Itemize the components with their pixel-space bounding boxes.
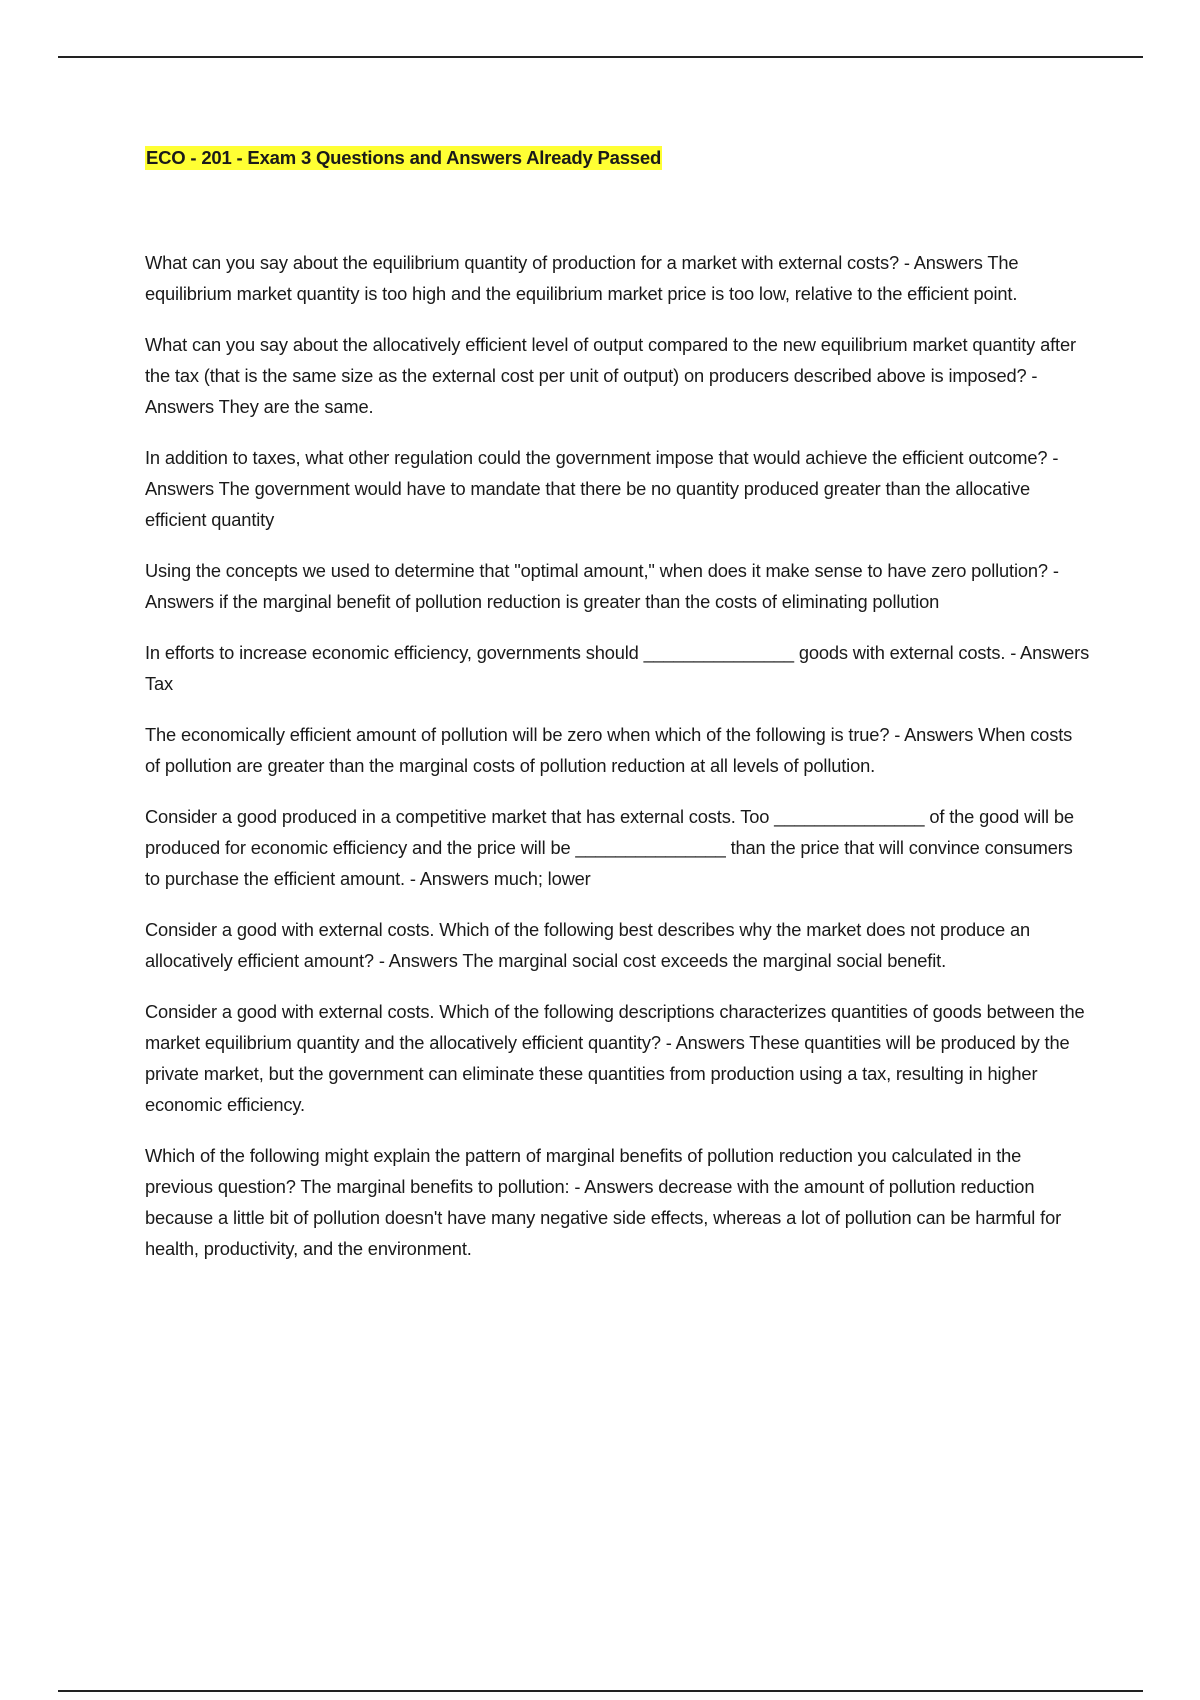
qa-entry-4: Using the concepts we used to determine that "optimal amount," when does it make sense to have zero pollution? - Answers if the marginal benefit of pollution reduction is greater than the costs of eliminating pollution <box>145 560 1059 612</box>
qa-entry-1: What can you say about the equilibrium quantity of production for a market with external costs? - Answers The equilibrium market quantity is too high and the equilibrium market price is too low, relative to the efficient point. <box>145 252 1019 304</box>
header-rule <box>58 56 1143 58</box>
qa-entry-3: In addition to taxes, what other regulation could the government impose that would achieve the efficient outcome? - Answers The government would have to mandate that there be no quantity produced greater than the allocative efficient quantity <box>145 447 1059 530</box>
qa-entry-10: Which of the following might explain the pattern of marginal benefits of pollution reduction you calculated in the previous question? The marginal benefits to pollution: - Answers decrease with the amount of pollution reduction because a little bit of pollution doesn't have many negative side effects, whereas a lot of pollution can be harmful for health, productivity, and the environment. <box>145 1145 1062 1259</box>
qa-entry-5: In efforts to increase economic efficiency, governments should _______________ goods with external costs. - Answers Tax <box>145 642 1090 694</box>
qa-entry-8: Consider a good with external costs. Which of the following best describes why the market does not produce an allocatively efficient amount? - Answers The marginal social cost exceeds the marginal social benefit. <box>145 919 1030 971</box>
qa-list <box>145 247 1090 1284</box>
qa-entry-9: Consider a good with external costs. Which of the following descriptions characterizes quantities of goods between the market equilibrium quantity and the allocatively efficient quantity? - Answers These quantities will be produced by the private market, but the government can eliminate these quantities from production using a tax, resulting in higher economic efficiency. <box>145 1001 1085 1115</box>
qa-entry-6: The economically efficient amount of pollution will be zero when which of the following is true? - Answers When costs of pollution are greater than the marginal costs of pollution reduction at all levels of pollution. <box>145 724 1073 776</box>
document-title <box>145 145 662 171</box>
document-title-text: ECO - 201 - Exam 3 Questions and Answers Already Passed <box>146 147 662 168</box>
qa-entry-2: What can you say about the allocatively efficient level of output compared to the new equilibrium market quantity after the tax (that is the same size as the external cost per unit of output) on producers described above is imposed? - Answers They are the same. <box>145 334 1076 417</box>
footer-rule <box>58 1690 1143 1692</box>
qa-entry-7: Consider a good produced in a competitive market that has external costs. Too _______________ of the good will be produced for economic efficiency and the price will be _______________ than the price that will convince consumers to purchase the efficient amount. - Answers much; lower <box>145 806 1074 889</box>
